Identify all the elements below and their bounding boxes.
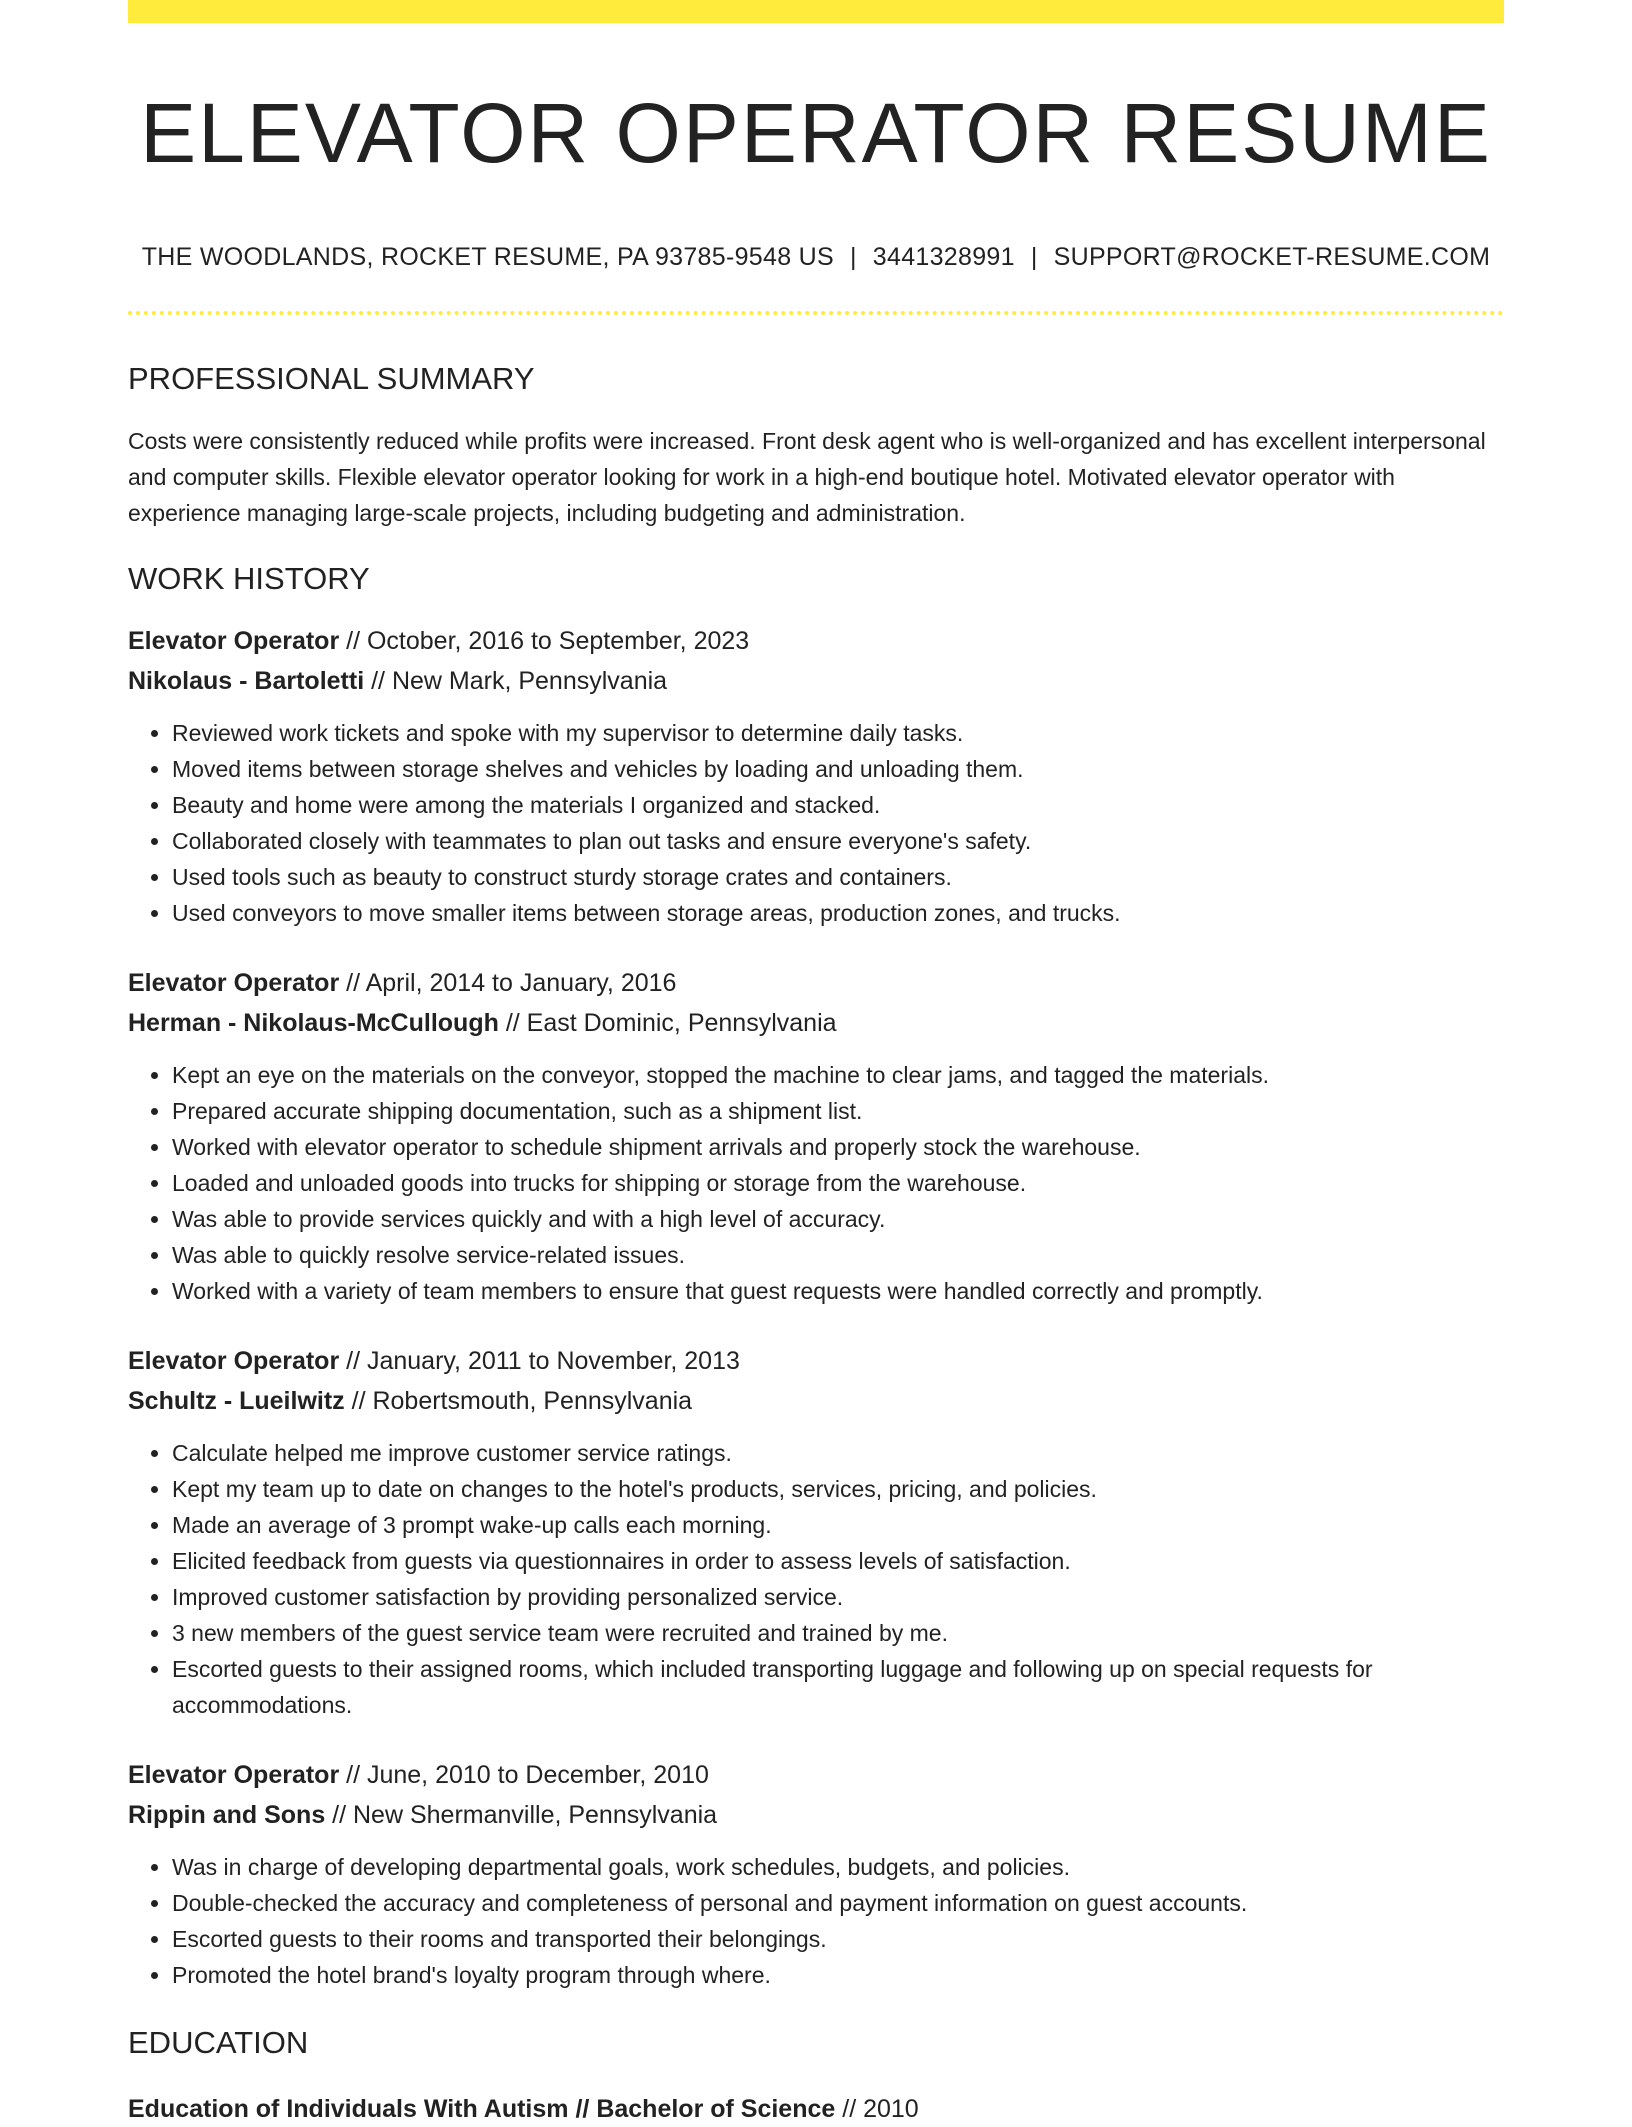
- job-bullets: [128, 1435, 1504, 1723]
- job-bullets: [128, 1057, 1504, 1309]
- job-bullets: [128, 715, 1504, 931]
- job-dates: // April, 2014 to January, 2016: [339, 969, 677, 997]
- job-bullets: [128, 1849, 1504, 1993]
- bullet-item: • Calculate helped me improve customer service ratings.: [172, 1435, 1504, 1471]
- bullet-item: • Elicited feedback from guests via questionnaires in order to assess levels of satisfaction.: [172, 1543, 1504, 1579]
- bullet-item: • Worked with a variety of team members to ensure that guest requests were handled correctly and promptly.: [172, 1273, 1504, 1309]
- job-title: Elevator Operator: [128, 627, 340, 655]
- job-title: Elevator Operator: [128, 1347, 340, 1375]
- resume-page: [128, 0, 1504, 2127]
- contact-separator: |: [849, 243, 857, 271]
- job-title-line: [128, 963, 1504, 1003]
- summary-text: Costs were consistently reduced while profits were increased. Front desk agent who is well-organized and has excellent interpersonal and computer skills. Flexible elevator operator looking for work in a high-end boutique hotel. Motivated elevator operator with experience managing large-scale projects, including budgeting and administration.: [128, 428, 1486, 526]
- contact-line: [128, 241, 1504, 273]
- bullet-item: • Kept my team up to date on changes to the hotel's products, services, pricing, and policies.: [172, 1471, 1504, 1507]
- job-company-line: [128, 661, 1504, 701]
- job-company-line: [128, 1003, 1504, 1043]
- bullet-item: • Was able to provide services quickly and with a high level of accuracy.: [172, 1201, 1504, 1237]
- job-title-line: [128, 1755, 1504, 1795]
- work-history-heading: WORK HISTORY: [128, 561, 370, 596]
- bullet-item: • Was in charge of developing departmental goals, work schedules, budgets, and policies.: [172, 1849, 1504, 1885]
- job-location: // New Mark, Pennsylvania: [364, 667, 668, 695]
- bullet-item: • Used conveyors to move smaller items between storage areas, production zones, and trucks.: [172, 895, 1504, 931]
- job-entry: [128, 963, 1504, 1309]
- job-entry: [128, 1341, 1504, 1723]
- job-title-line: [128, 621, 1504, 661]
- contact-separator: |: [1030, 243, 1038, 271]
- job-company: Herman - Nikolaus-McCullough: [128, 1009, 499, 1037]
- job-company: Schultz - Lueilwitz: [128, 1387, 345, 1415]
- bullet-item: • Moved items between storage shelves and vehicles by loading and unloading them.: [172, 751, 1504, 787]
- resume-title: ELEVATOR OPERATOR RESUME: [140, 86, 1492, 180]
- bullet-item: • Was able to quickly resolve service-related issues.: [172, 1237, 1504, 1273]
- bullet-item: • Worked with elevator operator to schedule shipment arrivals and properly stock the warehouse.: [172, 1129, 1504, 1165]
- education-heading: EDUCATION: [128, 2025, 309, 2060]
- contact-phone: 3441328991: [872, 243, 1015, 271]
- bullet-item: • Promoted the hotel brand's loyalty program through where.: [172, 1957, 1504, 1993]
- education-year: // 2010: [835, 2095, 919, 2123]
- job-dates: // June, 2010 to December, 2010: [339, 1761, 709, 1789]
- bullet-item: • Loaded and unloaded goods into trucks for shipping or storage from the warehouse.: [172, 1165, 1504, 1201]
- job-company-line: [128, 1795, 1504, 1835]
- bullet-item: • Prepared accurate shipping documentation, such as a shipment list.: [172, 1093, 1504, 1129]
- bullet-item: • Made an average of 3 prompt wake-up calls each morning.: [172, 1507, 1504, 1543]
- top-accent-bar: [128, 0, 1504, 23]
- education-entry: [128, 2091, 1504, 2127]
- education-degree: Bachelor of Science: [596, 2095, 836, 2123]
- job-location: // East Dominic, Pennsylvania: [498, 1009, 837, 1037]
- summary-heading: PROFESSIONAL SUMMARY: [128, 361, 535, 396]
- bullet-item: • Escorted guests to their rooms and transported their belongings.: [172, 1921, 1504, 1957]
- bullet-item: • Double-checked the accuracy and completeness of personal and payment information on guest accounts.: [172, 1885, 1504, 1921]
- job-dates: // January, 2011 to November, 2013: [339, 1347, 740, 1375]
- job-company-line: [128, 1381, 1504, 1421]
- bullet-item: • Collaborated closely with teammates to plan out tasks and ensure everyone's safety.: [172, 823, 1504, 859]
- job-company: Nikolaus - Bartoletti: [128, 667, 365, 695]
- bullet-item: • 3 new members of the guest service team were recruited and trained by me.: [172, 1615, 1504, 1651]
- job-title: Elevator Operator: [128, 1761, 340, 1789]
- bullet-item: • Used tools such as beauty to construct sturdy storage crates and containers.: [172, 859, 1504, 895]
- job-entry: [128, 1755, 1504, 1993]
- dotted-divider: [128, 311, 1504, 315]
- education-field: Education of Individuals With Autism: [128, 2095, 569, 2123]
- bullet-item: • Escorted guests to their assigned rooms, which included transporting luggage and following up on special requests for accommodations.: [172, 1651, 1504, 1723]
- contact-email: SUPPORT@ROCKET-RESUME.COM: [1053, 243, 1491, 271]
- job-title-line: [128, 1341, 1504, 1381]
- job-location: // Robertsmouth, Pennsylvania: [344, 1387, 693, 1415]
- job-title: Elevator Operator: [128, 969, 340, 997]
- education-separator: //: [568, 2095, 597, 2123]
- contact-address: THE WOODLANDS, ROCKET RESUME, PA 93785-9548 US: [141, 243, 834, 271]
- job-company: Rippin and Sons: [128, 1801, 326, 1829]
- bullet-item: • Improved customer satisfaction by providing personalized service.: [172, 1579, 1504, 1615]
- bullet-item: • Kept an eye on the materials on the conveyor, stopped the machine to clear jams, and tagged the materials.: [172, 1057, 1504, 1093]
- job-dates: // October, 2016 to September, 2023: [339, 627, 750, 655]
- bullet-item: • Reviewed work tickets and spoke with my supervisor to determine daily tasks.: [172, 715, 1504, 751]
- bullet-item: • Beauty and home were among the materials I organized and stacked.: [172, 787, 1504, 823]
- job-entry: [128, 621, 1504, 931]
- job-location: // New Shermanville, Pennsylvania: [325, 1801, 718, 1829]
